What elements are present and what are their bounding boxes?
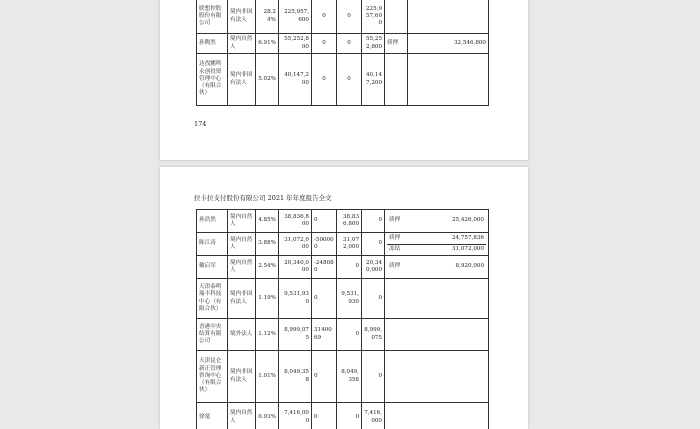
shareholder-name-cell: 戴启军 bbox=[197, 256, 228, 279]
shareholder-name-cell: 达孜鹏鸣永创投资管理中心（有限合伙） bbox=[197, 54, 228, 106]
table-row bbox=[197, 233, 489, 256]
table-row bbox=[197, 34, 489, 54]
pledge-cell bbox=[385, 233, 489, 256]
pledge-status: 质押 bbox=[389, 235, 400, 242]
shareholder-type-cell: 境内非国有法人 bbox=[228, 279, 256, 319]
shareholder-type-cell: 境内自然人 bbox=[228, 233, 256, 256]
shareholder-name-cell: 联想控股股份有限公司 bbox=[197, 0, 228, 34]
shares-held-cell: 8,999,075 bbox=[279, 319, 312, 351]
pledge-amount-cell bbox=[408, 54, 489, 106]
change-cell: 3140069 bbox=[312, 319, 337, 351]
shares-held-cell: 40,147,200 bbox=[279, 54, 312, 106]
shares-held-cell: 20,340,000 bbox=[279, 256, 312, 279]
holding-percent-cell: 28.24% bbox=[256, 0, 279, 34]
holding-percent-cell: 1.19% bbox=[256, 279, 279, 319]
pledge-status-cell: 质押 bbox=[385, 34, 408, 54]
shareholder-type-cell: 境内非国有法人 bbox=[228, 0, 256, 34]
shares-held-cell: 9,531,930 bbox=[279, 279, 312, 319]
table-row bbox=[197, 54, 489, 106]
shareholder-type-cell: 境内非国有法人 bbox=[228, 54, 256, 106]
shareholder-type-cell: 境内自然人 bbox=[228, 210, 256, 233]
shareholder-name-cell: 天津昆仑新正管理咨询中心（有限合伙） bbox=[197, 351, 228, 403]
pledge-status: 质押 bbox=[389, 263, 400, 270]
shareholder-name-cell: 孙浩然 bbox=[197, 210, 228, 233]
unlimited-shares-cell: 0 bbox=[362, 233, 385, 256]
pledge-cell bbox=[385, 403, 489, 429]
pledge-amount: 8,920,000 bbox=[456, 263, 484, 270]
shareholder-table bbox=[196, 209, 489, 429]
limited-shares-cell: 0 bbox=[337, 0, 362, 34]
limited-shares-cell: 0 bbox=[337, 256, 362, 279]
shareholder-table-continued bbox=[196, 0, 489, 106]
table-row bbox=[197, 210, 489, 233]
change-cell: -248080 bbox=[312, 256, 337, 279]
limited-shares-cell: 9,531,930 bbox=[337, 279, 362, 319]
shareholder-name-cell: 香港中央结算有限公司 bbox=[197, 319, 228, 351]
pledge-cell bbox=[385, 319, 489, 351]
limited-shares-cell: 0 bbox=[337, 54, 362, 106]
change-cell: 0 bbox=[312, 279, 337, 319]
shareholder-type-cell: 境内自然人 bbox=[228, 34, 256, 54]
pledge-line bbox=[387, 257, 486, 277]
pledge-amount-cell: 32,546,800 bbox=[408, 34, 489, 54]
holding-percent-cell: 0.93% bbox=[256, 403, 279, 429]
shareholder-type-cell: 境内自然人 bbox=[228, 256, 256, 279]
pledge-status: 冻结 bbox=[389, 246, 400, 253]
pledge-amount: 31,072,000 bbox=[452, 246, 484, 253]
change-cell: 0 bbox=[312, 403, 337, 429]
shares-held-cell: 38,836,800 bbox=[279, 210, 312, 233]
table-row bbox=[197, 279, 489, 319]
page-number: 174 bbox=[194, 120, 206, 128]
holding-percent-cell: 5.02% bbox=[256, 54, 279, 106]
holding-percent-cell: 3.88% bbox=[256, 233, 279, 256]
pledge-cell bbox=[385, 256, 489, 279]
unlimited-shares-cell: 20,340,000 bbox=[362, 256, 385, 279]
shares-held-cell: 31,072,000 bbox=[279, 233, 312, 256]
holding-percent-cell: 4.85% bbox=[256, 210, 279, 233]
pledge-line bbox=[387, 244, 486, 255]
table-row bbox=[197, 403, 489, 429]
pledge-line bbox=[387, 234, 486, 244]
pledge-amount-cell bbox=[408, 0, 489, 34]
pledge-cell bbox=[385, 279, 489, 319]
unlimited-shares-cell: 225,957,600 bbox=[362, 0, 385, 34]
shares-held-cell: 8,049,358 bbox=[279, 351, 312, 403]
limited-shares-cell: 0 bbox=[337, 34, 362, 54]
change-cell: 0 bbox=[312, 351, 337, 403]
change-cell: 0 bbox=[312, 210, 337, 233]
limited-shares-cell: 0 bbox=[337, 319, 362, 351]
unlimited-shares-cell: 8,999,075 bbox=[362, 319, 385, 351]
document-page-previous bbox=[160, 0, 528, 160]
unlimited-shares-cell: 55,252,800 bbox=[362, 34, 385, 54]
change-cell: 0 bbox=[312, 34, 337, 54]
page-header: 拉卡拉支付股份有限公司 2021 年年度报告全文 bbox=[194, 193, 332, 202]
pledge-cell bbox=[385, 210, 489, 233]
limited-shares-cell: 8,049,358 bbox=[337, 351, 362, 403]
table-row bbox=[197, 319, 489, 351]
shareholder-type-cell: 境内自然人 bbox=[228, 403, 256, 429]
holding-percent-cell: 1.12% bbox=[256, 319, 279, 351]
shares-held-cell: 7,416,000 bbox=[279, 403, 312, 429]
holding-percent-cell: 1.01% bbox=[256, 351, 279, 403]
unlimited-shares-cell: 40,147,200 bbox=[362, 54, 385, 106]
change-cell: 0 bbox=[312, 0, 337, 34]
pledge-status: 质押 bbox=[389, 217, 400, 224]
unlimited-shares-cell: 0 bbox=[362, 351, 385, 403]
pledge-amount: 24,757,836 bbox=[452, 235, 484, 242]
table-row bbox=[197, 351, 489, 403]
change-cell: 0 bbox=[312, 54, 337, 106]
limited-shares-cell: 0 bbox=[337, 403, 362, 429]
shareholder-type-cell: 境内非国有法人 bbox=[228, 351, 256, 403]
limited-shares-cell: 38,836,800 bbox=[337, 210, 362, 233]
pledge-cell bbox=[385, 351, 489, 403]
shareholder-name-cell: 天津泰鸣瑞丰科技中心（有限合伙） bbox=[197, 279, 228, 319]
shares-held-cell: 225,957,600 bbox=[279, 0, 312, 34]
unlimited-shares-cell: 0 bbox=[362, 279, 385, 319]
pledge-status-cell bbox=[385, 0, 408, 34]
pledge-status-cell bbox=[385, 54, 408, 106]
shares-held-cell: 55,252,800 bbox=[279, 34, 312, 54]
pledge-line bbox=[387, 211, 486, 231]
document-page-current bbox=[160, 167, 528, 429]
holding-percent-cell: 2.54% bbox=[256, 256, 279, 279]
holding-percent-cell: 6.91% bbox=[256, 34, 279, 54]
shareholder-type-cell: 境外法人 bbox=[228, 319, 256, 351]
pledge-amount: 25,426,000 bbox=[452, 217, 484, 224]
table-row bbox=[197, 256, 489, 279]
limited-shares-cell: 31,072,000 bbox=[337, 233, 362, 256]
change-cell: -500000 bbox=[312, 233, 337, 256]
shareholder-name-cell: 陈江涛 bbox=[197, 233, 228, 256]
unlimited-shares-cell: 7,416,000 bbox=[362, 403, 385, 429]
table-row bbox=[197, 0, 489, 34]
unlimited-shares-cell: 0 bbox=[362, 210, 385, 233]
shareholder-name-cell: 徐氪 bbox=[197, 403, 228, 429]
shareholder-name-cell: 孙陶然 bbox=[197, 34, 228, 54]
